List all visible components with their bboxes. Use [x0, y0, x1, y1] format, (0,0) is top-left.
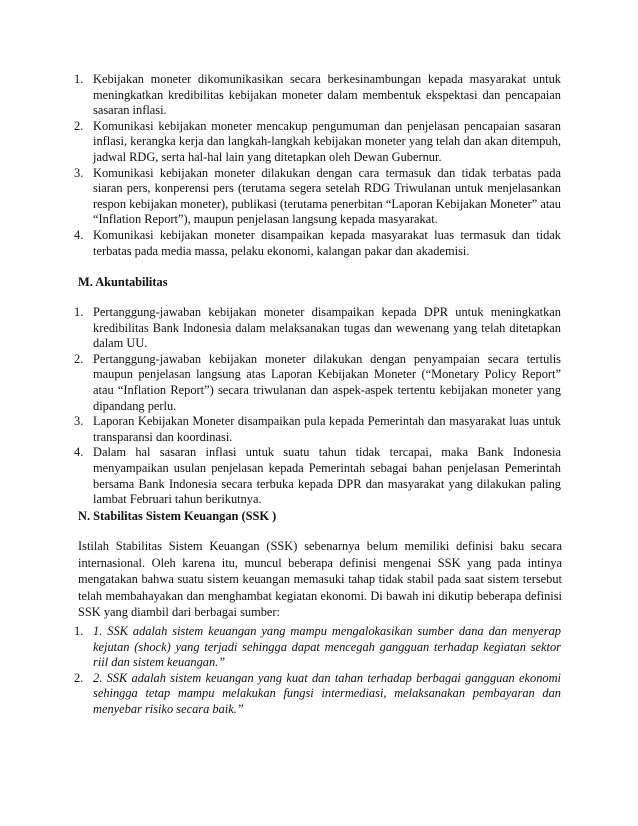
list-text: 1. SSK adalah sistem keuangan yang mampu mengalokasikan sumber dana dan menyerap kejutan (shock) yang terjadi sehingga dapat mencegah gangguan terhadap kegiatan sektor riil dan sistem keuangan.” [93, 624, 561, 670]
list-number: 1. [74, 305, 84, 319]
list-number: 2. [74, 670, 84, 685]
section-heading-ssk: N. Stabilitas Sistem Keuangan (SSK ) [78, 509, 277, 523]
list-number: 2. [74, 351, 84, 366]
list-item [74, 624, 561, 671]
list-item [74, 72, 561, 119]
list-text: 2. SSK adalah sistem keuangan yang kuat dan tahan terhadap berbagai gangguan ekonomi sehingga tetap mampu melakukan fungsi intermediasi, melaksanakan pembayaran dan menyebar risiko secara baik.” [93, 670, 561, 716]
list-text: Pertanggung-jawaban kebijakan moneter disampaikan kepada DPR untuk meningkatkan kredibilitas Bank Indonesia dalam melaksanakan tugas dan wewenang yang telah ditetapkan dalam UU. [93, 305, 561, 351]
ssk-intro-paragraph: Istilah Stabilitas Sistem Keuangan (SSK) sebenarnya belum memiliki definisi baku secara internasional. Oleh karena itu, muncul beberapa definisi mengenai SSK yang pada intinya mengatakan bahwa suatu sistem keuangan memasuki tahap tidak stabil pada saat sistem tersebut telah membahayakan dan menghambat kegiatan ekonomi. Di bawah ini dikutip beberapa definisi SSK yang diambil dari berbagai sumber: [78, 539, 562, 620]
list-item [74, 351, 561, 414]
section-heading-akuntabilitas: M. Akuntabilitas [78, 275, 168, 289]
list-item [74, 165, 561, 228]
list-item [74, 227, 561, 259]
list-number: 3. [74, 414, 84, 429]
list-number: 2. [74, 118, 84, 133]
list-text: Laporan Kebijakan Moneter disampaikan pula kepada Pemerintah dan masyarakat luas untuk transparansi dan koordinasi. [93, 414, 561, 444]
list-text: Kebijakan moneter dikomunikasikan secara berkesinambungan kepada masyarakat untuk meningkatkan kredibilitas kebijakan moneter dalam membentuk ekspektasi dan pencapaian sasaran inflasi. [93, 72, 561, 118]
list-text: Dalam hal sasaran inflasi untuk suatu tahun tidak tercapai, maka Bank Indonesia menyampaikan usulan penjelasan kepada Pemerintah sebagai bahan penjelasan Pemerintah bersama Bank Indonesia secara terbuka kepada DPR dan masyarakat yang dilakukan paling lambat Februari tahun berikutnya. [93, 445, 561, 507]
list-text: Komunikasi kebijakan moneter dilakukan dengan cara termasuk dan tidak terbatas pada siaran pers, konperensi pers (terutama segera setelah RDG Triwulanan untuk menjelasankan respon kebijakan moneter), publikasi (terutama penerbitan “Laporan Kebijakan Moneter” atau “Inflation Report”), maupun penjelasan langsung kepada masyarakat. [93, 165, 561, 227]
list-number: 1. [74, 624, 84, 638]
list-item [74, 445, 561, 507]
list-item [74, 670, 561, 718]
ssk-definition-list [74, 624, 561, 718]
list-number: 4. [74, 227, 84, 242]
accountability-list [74, 305, 561, 508]
list-item [74, 414, 561, 445]
list-number: 1. [74, 72, 84, 86]
list-item [74, 305, 561, 352]
list-item [74, 118, 561, 166]
list-text: Pertanggung-jawaban kebijakan moneter dilakukan dengan penyampaian secara tertulis maupun penjelasan langsung atas Laporan Kebijakan Moneter (“Monetary Policy Report” atau “Inflation Report”) secara triwulanan dan aspek-aspek tertentu kebijakan moneter yang dipandang perlu. [93, 351, 561, 413]
communication-list [74, 72, 561, 259]
list-text: Komunikasi kebijakan moneter disampaikan kepada masyarakat luas termasuk dan tidak terbatas pada media massa, pelaku ekonomi, kalangan pakar dan akademisi. [93, 227, 561, 258]
list-number: 4. [74, 445, 84, 460]
list-text: Komunikasi kebijakan moneter mencakup pengumuman dan penjelasan pencapaian sasaran inflasi, kerangka kerja dan langkah-langkah kebijakan moneter yang telah dan akan ditempuh, jadwal RDG, serta hal-hal lain yang ditetapkan oleh Dewan Gubernur. [93, 118, 561, 164]
list-number: 3. [74, 165, 84, 180]
